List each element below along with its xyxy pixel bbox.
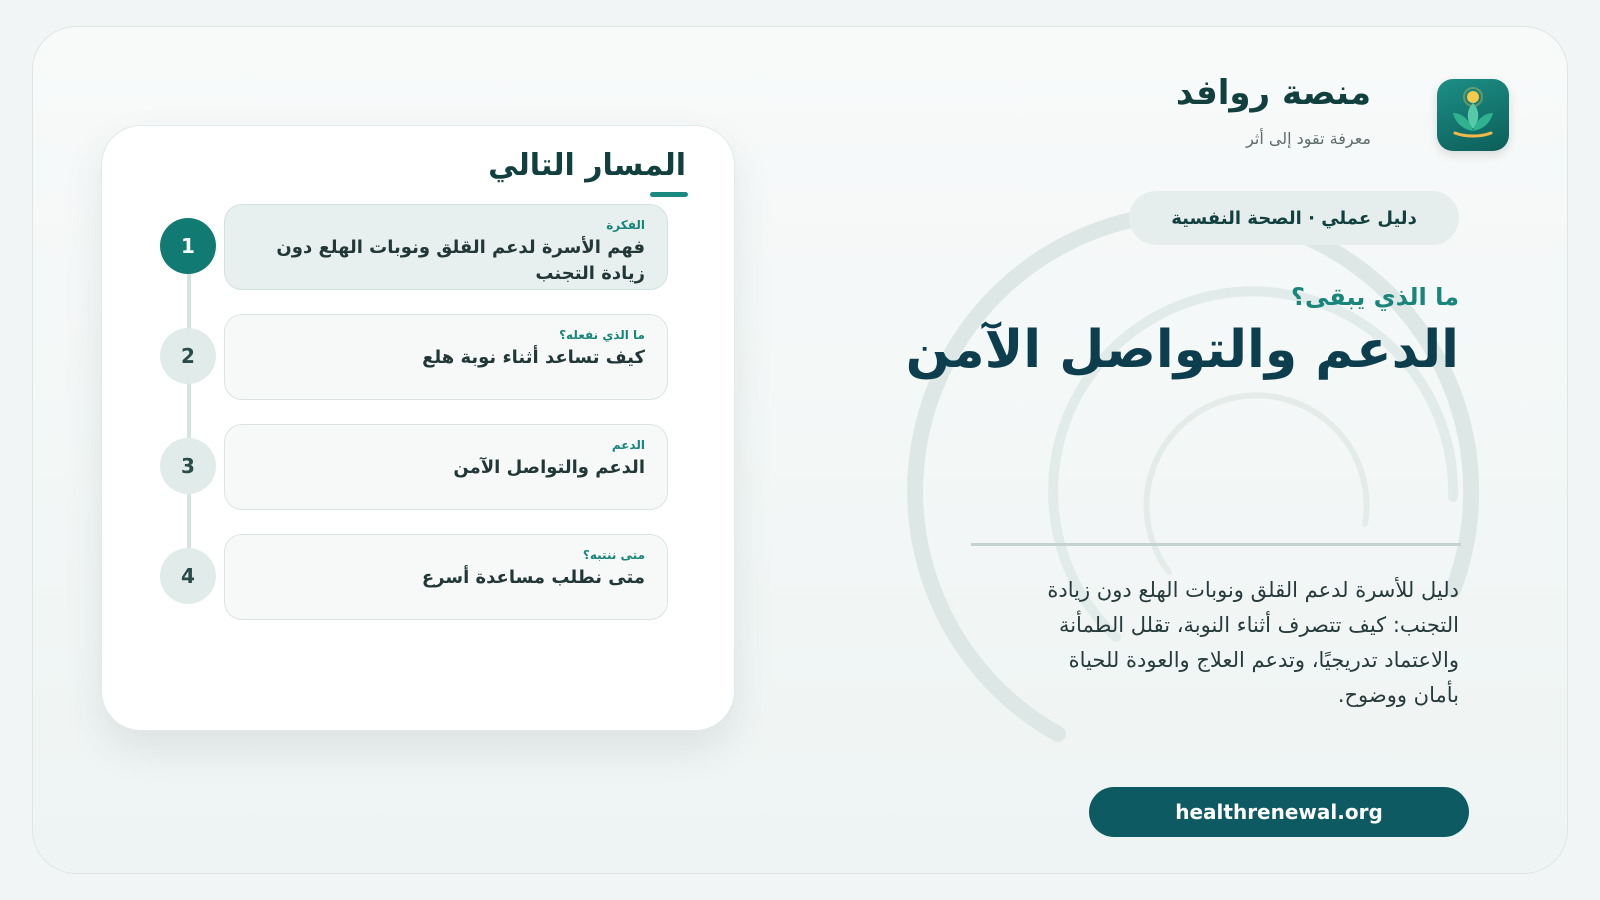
path-step-1[interactable]: [224, 204, 668, 290]
brand-name: منصة روافد: [1175, 73, 1371, 113]
title-underline: [650, 192, 688, 197]
path-title: المسار التالي: [488, 148, 686, 183]
step-label: الدعم: [611, 438, 645, 452]
website-button[interactable]: healthrenewal.org: [1089, 787, 1469, 837]
step-label: متى ننتبه؟: [582, 548, 645, 562]
step-text: الدعم والتواصل الآمن: [453, 457, 645, 478]
step-label: الفكرة: [606, 218, 645, 232]
step-number-1: 1: [160, 218, 216, 274]
slide-frame: [32, 26, 1568, 874]
hero-description: دليل للأسرة لدعم القلق ونوبات الهلع دون زيادة التجنب: كيف تتصرف أثناء النوبة، تقلل الطمأنة والاعتماد تدريجيًا، وتدعم العلاج والعودة للحياة بأمان ووضوح.: [1047, 578, 1459, 707]
path-card: [101, 125, 735, 731]
path-step-2[interactable]: [224, 314, 668, 400]
step-number-4: 4: [160, 548, 216, 604]
hero-eyebrow: ما الذي يبقى؟: [1291, 283, 1459, 311]
step-text: فهم الأسرة لدعم القلق ونوبات الهلع دون زيادة التجنب: [276, 237, 645, 284]
step-number-3: 3: [160, 438, 216, 494]
path-step-4[interactable]: [224, 534, 668, 620]
step-text: متى نطلب مساعدة أسرع: [421, 567, 645, 588]
divider: [971, 543, 1461, 546]
step-number-2: 2: [160, 328, 216, 384]
step-label: ما الذي نفعله؟: [559, 328, 645, 342]
hero-title: الدعم والتواصل الآمن: [905, 320, 1459, 380]
category-badge: دليل عملي · الصحة النفسية: [1129, 191, 1459, 245]
path-step-3[interactable]: [224, 424, 668, 510]
brand-tagline: معرفة تقود إلى أثر: [1246, 129, 1371, 148]
lotus-icon: [1437, 79, 1509, 151]
step-text: كيف تساعد أثناء نوبة هلع: [422, 347, 645, 368]
